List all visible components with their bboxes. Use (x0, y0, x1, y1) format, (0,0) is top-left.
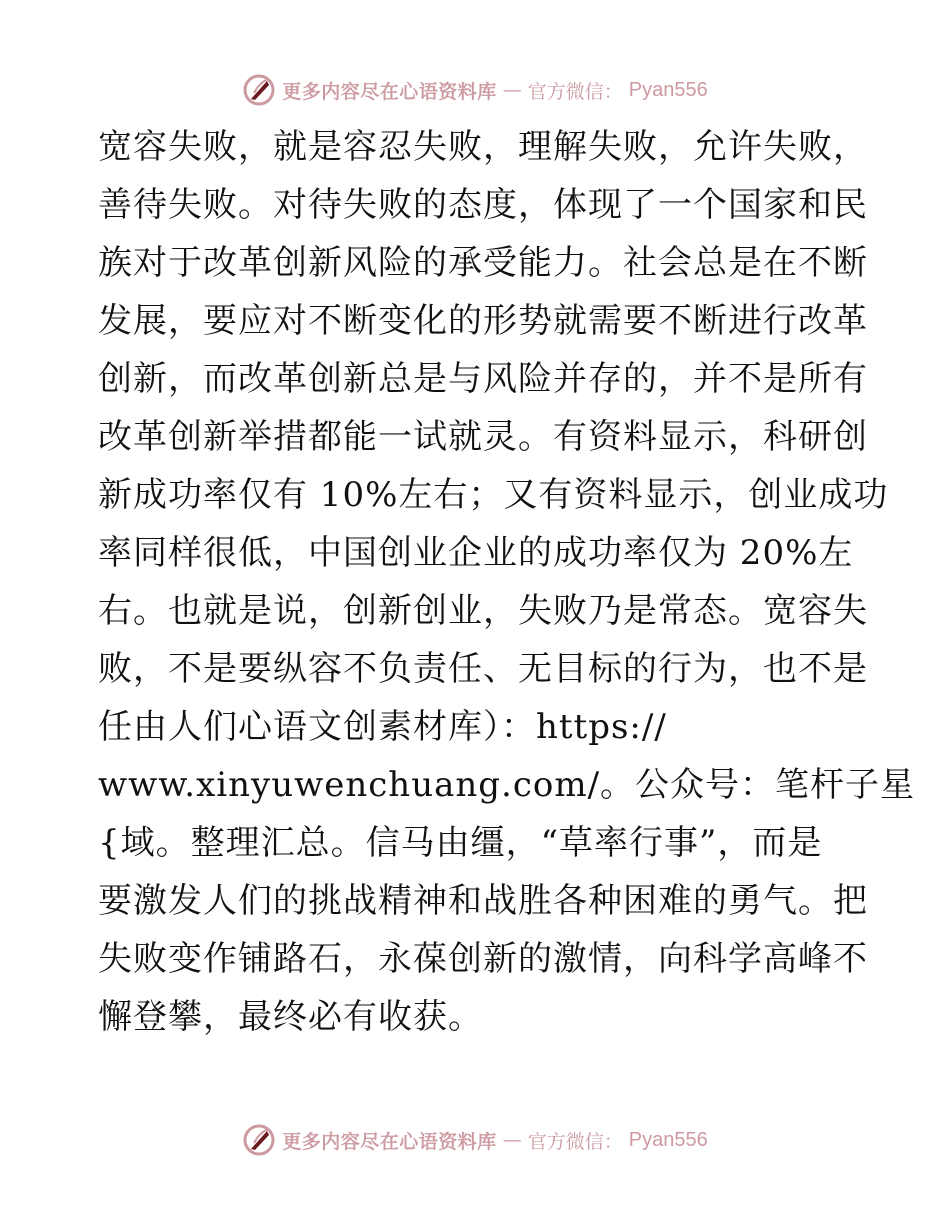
body-line: 创新，而改革创新总是与风险并存的，并不是所有 (98, 359, 868, 399)
quill-logo-icon (242, 1123, 276, 1157)
body-line: 率同样很低，中国创业企业的成功率仅为 20%左 (98, 533, 854, 573)
body-line: 要激发人们的挑战精神和战胜各种困难的勇气。把 (98, 881, 868, 921)
body-line: 懈登攀，最终必有收获。 (98, 997, 483, 1037)
body-line: 败，不是要纵容不负责任、无目标的行为，也不是 (98, 649, 868, 689)
body-line: 族对于改革创新风险的承受能力。社会总是在不断 (98, 243, 868, 283)
header-watermark-text: 更多内容尽在心语资料库 (282, 80, 497, 103)
body-line: {域。整理汇总。信马由缰，“草率行事”，而是 (98, 823, 823, 863)
footer-watermark-wechat: Pyan556 (628, 1128, 708, 1151)
header-watermark-dash: — (502, 79, 522, 101)
footer-watermark (0, 1120, 950, 1160)
body-line: 改革创新举措都能一试就灵。有资料显示，科研创 (98, 417, 868, 457)
quill-logo-icon (242, 73, 276, 107)
header-watermark-suffix: 官方微信： (527, 80, 623, 103)
body-line: 任由人们心语文创素材库）：https:// (98, 707, 667, 747)
body-line: 发展，要应对不断变化的形势就需要不断进行改革 (98, 301, 868, 341)
body-line: www.xinyuwenchuang.com/。公众号：笔杆子星 (98, 765, 916, 805)
footer-watermark-dash: — (502, 1129, 522, 1151)
body-line: 宽容失败，就是容忍失败，理解失败，允许失败， (98, 127, 868, 167)
document-body (98, 118, 916, 1046)
header-watermark (0, 70, 950, 110)
body-line: 失败变作铺路石，永葆创新的激情，向科学高峰不 (98, 939, 868, 979)
body-line: 善待失败。对待失败的态度，体现了一个国家和民 (98, 185, 868, 225)
footer-watermark-text: 更多内容尽在心语资料库 (282, 1130, 497, 1153)
footer-watermark-suffix: 官方微信： (527, 1130, 623, 1153)
body-line: 新成功率仅有 10%左右；又有资料显示，创业成功 (98, 475, 889, 515)
header-watermark-wechat: Pyan556 (628, 78, 708, 101)
body-line: 右。也就是说，创新创业，失败乃是常态。宽容失 (98, 591, 868, 631)
